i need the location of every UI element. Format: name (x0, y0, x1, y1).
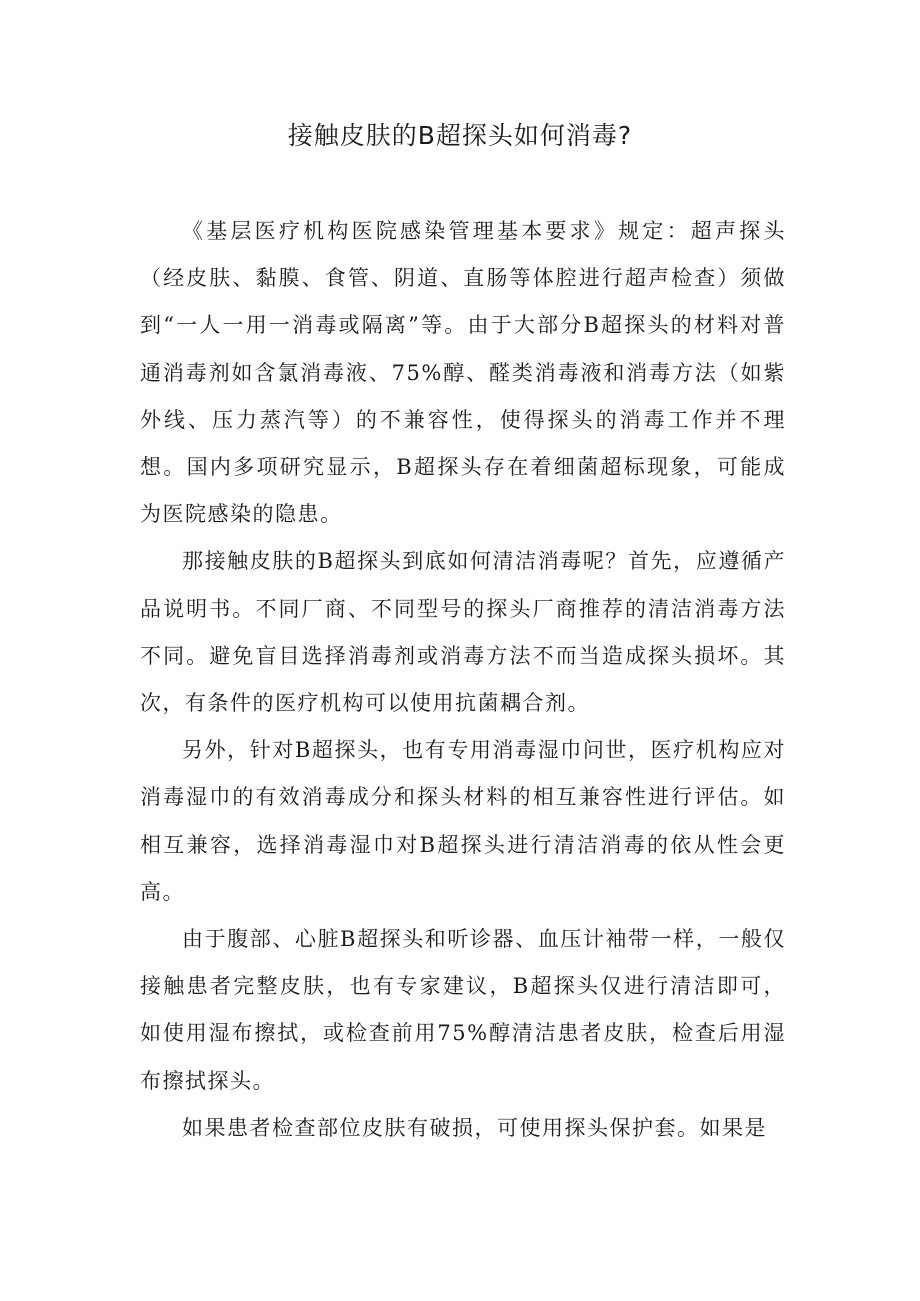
paragraph-5: 如果患者检查部位皮肤有破损，可使用探头保护套。如果是 (182, 1115, 767, 1140)
document-body (140, 208, 786, 1152)
paragraph-3: 另外，针对B超探头，也有专用消毒湿巾问世，医疗机构应对消毒湿巾的有效消毒成分和探头材料的相互兼容性进行评估。如相互兼容，选择消毒湿巾对B超探头进行清洁消毒的依从性会更高。 (140, 738, 786, 904)
paragraph-4: 由于腹部、心脏B超探头和听诊器、血压计袖带一样，一般仅接触患者完整皮肤，也有专家建议，B超探头仅进行清洁即可，如使用湿布擦拭，或检查前用75%醇清洁患者皮肤，检查后用湿布擦拭探头。 (140, 927, 786, 1093)
paragraph-1: 《基层医疗机构医院感染管理基本要求》规定：超声探头（经皮肤、黏膜、食管、阴道、直肠等体腔进行超声检查）须做到“一人一用一消毒或隔离”等。由于大部分B超探头的材料对普通消毒剂如含氯消毒液、75%醇、醛类消毒液和消毒方法（如紫外线、压力蒸汽等）的不兼容性，使得探头的消毒工作并不理想。国内多项研究显示，B超探头存在着细菌超标现象，可能成为医院感染的隐患。 (140, 219, 786, 527)
document-title: 接触皮肤的B超探头如何消毒? (287, 121, 633, 150)
paragraph-2: 那接触皮肤的B超探头到底如何清洁消毒呢？首先，应遵循产品说明书。不同厂商、不同型号的探头厂商推荐的清洁消毒方法不同。避免盲目选择消毒剂或消毒方法不而当造成探头损坏。其次，有条件的医疗机构可以使用抗菌耦合剂。 (140, 549, 786, 716)
